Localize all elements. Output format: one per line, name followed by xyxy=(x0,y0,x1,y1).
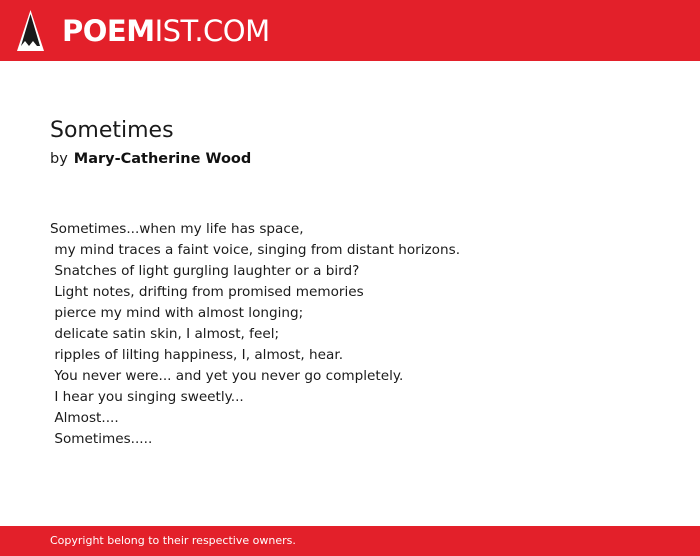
poem-line: Almost.... xyxy=(50,410,119,426)
poem-line: my mind traces a faint voice, singing from distant horizons. xyxy=(50,242,461,258)
author-link[interactable]: Mary-Catherine Wood xyxy=(73,151,252,167)
poem-title: Sometimes xyxy=(50,118,174,143)
poem-line: Sometimes...when my life has space, xyxy=(50,221,304,237)
poem-line: I hear you singing sweetly... xyxy=(50,389,244,405)
poem-body xyxy=(50,219,460,450)
site-header xyxy=(0,0,700,61)
pencil-icon[interactable] xyxy=(17,10,44,51)
copyright-text: Copyright belong to their respective owners. xyxy=(50,534,296,547)
byline xyxy=(50,149,251,169)
poem-line: ripples of lilting happiness, I, almost, hear. xyxy=(50,347,344,363)
poem-line: Light notes, drifting from promised memories xyxy=(50,284,364,300)
site-footer xyxy=(0,526,700,556)
site-logo-text[interactable] xyxy=(62,12,270,50)
by-label: by xyxy=(50,151,68,167)
brand-light-text: IST.COM xyxy=(154,14,270,48)
poem-line: You never were... and yet you never go completely. xyxy=(50,368,404,384)
poem-line: Sometimes..... xyxy=(50,431,153,447)
poem-line: Snatches of light gurgling laughter or a bird? xyxy=(50,263,360,279)
poem-line: delicate satin skin, I almost, feel; xyxy=(50,326,280,342)
poem-line: pierce my mind with almost longing; xyxy=(50,305,304,321)
brand-bold-text: POEM xyxy=(62,14,155,48)
